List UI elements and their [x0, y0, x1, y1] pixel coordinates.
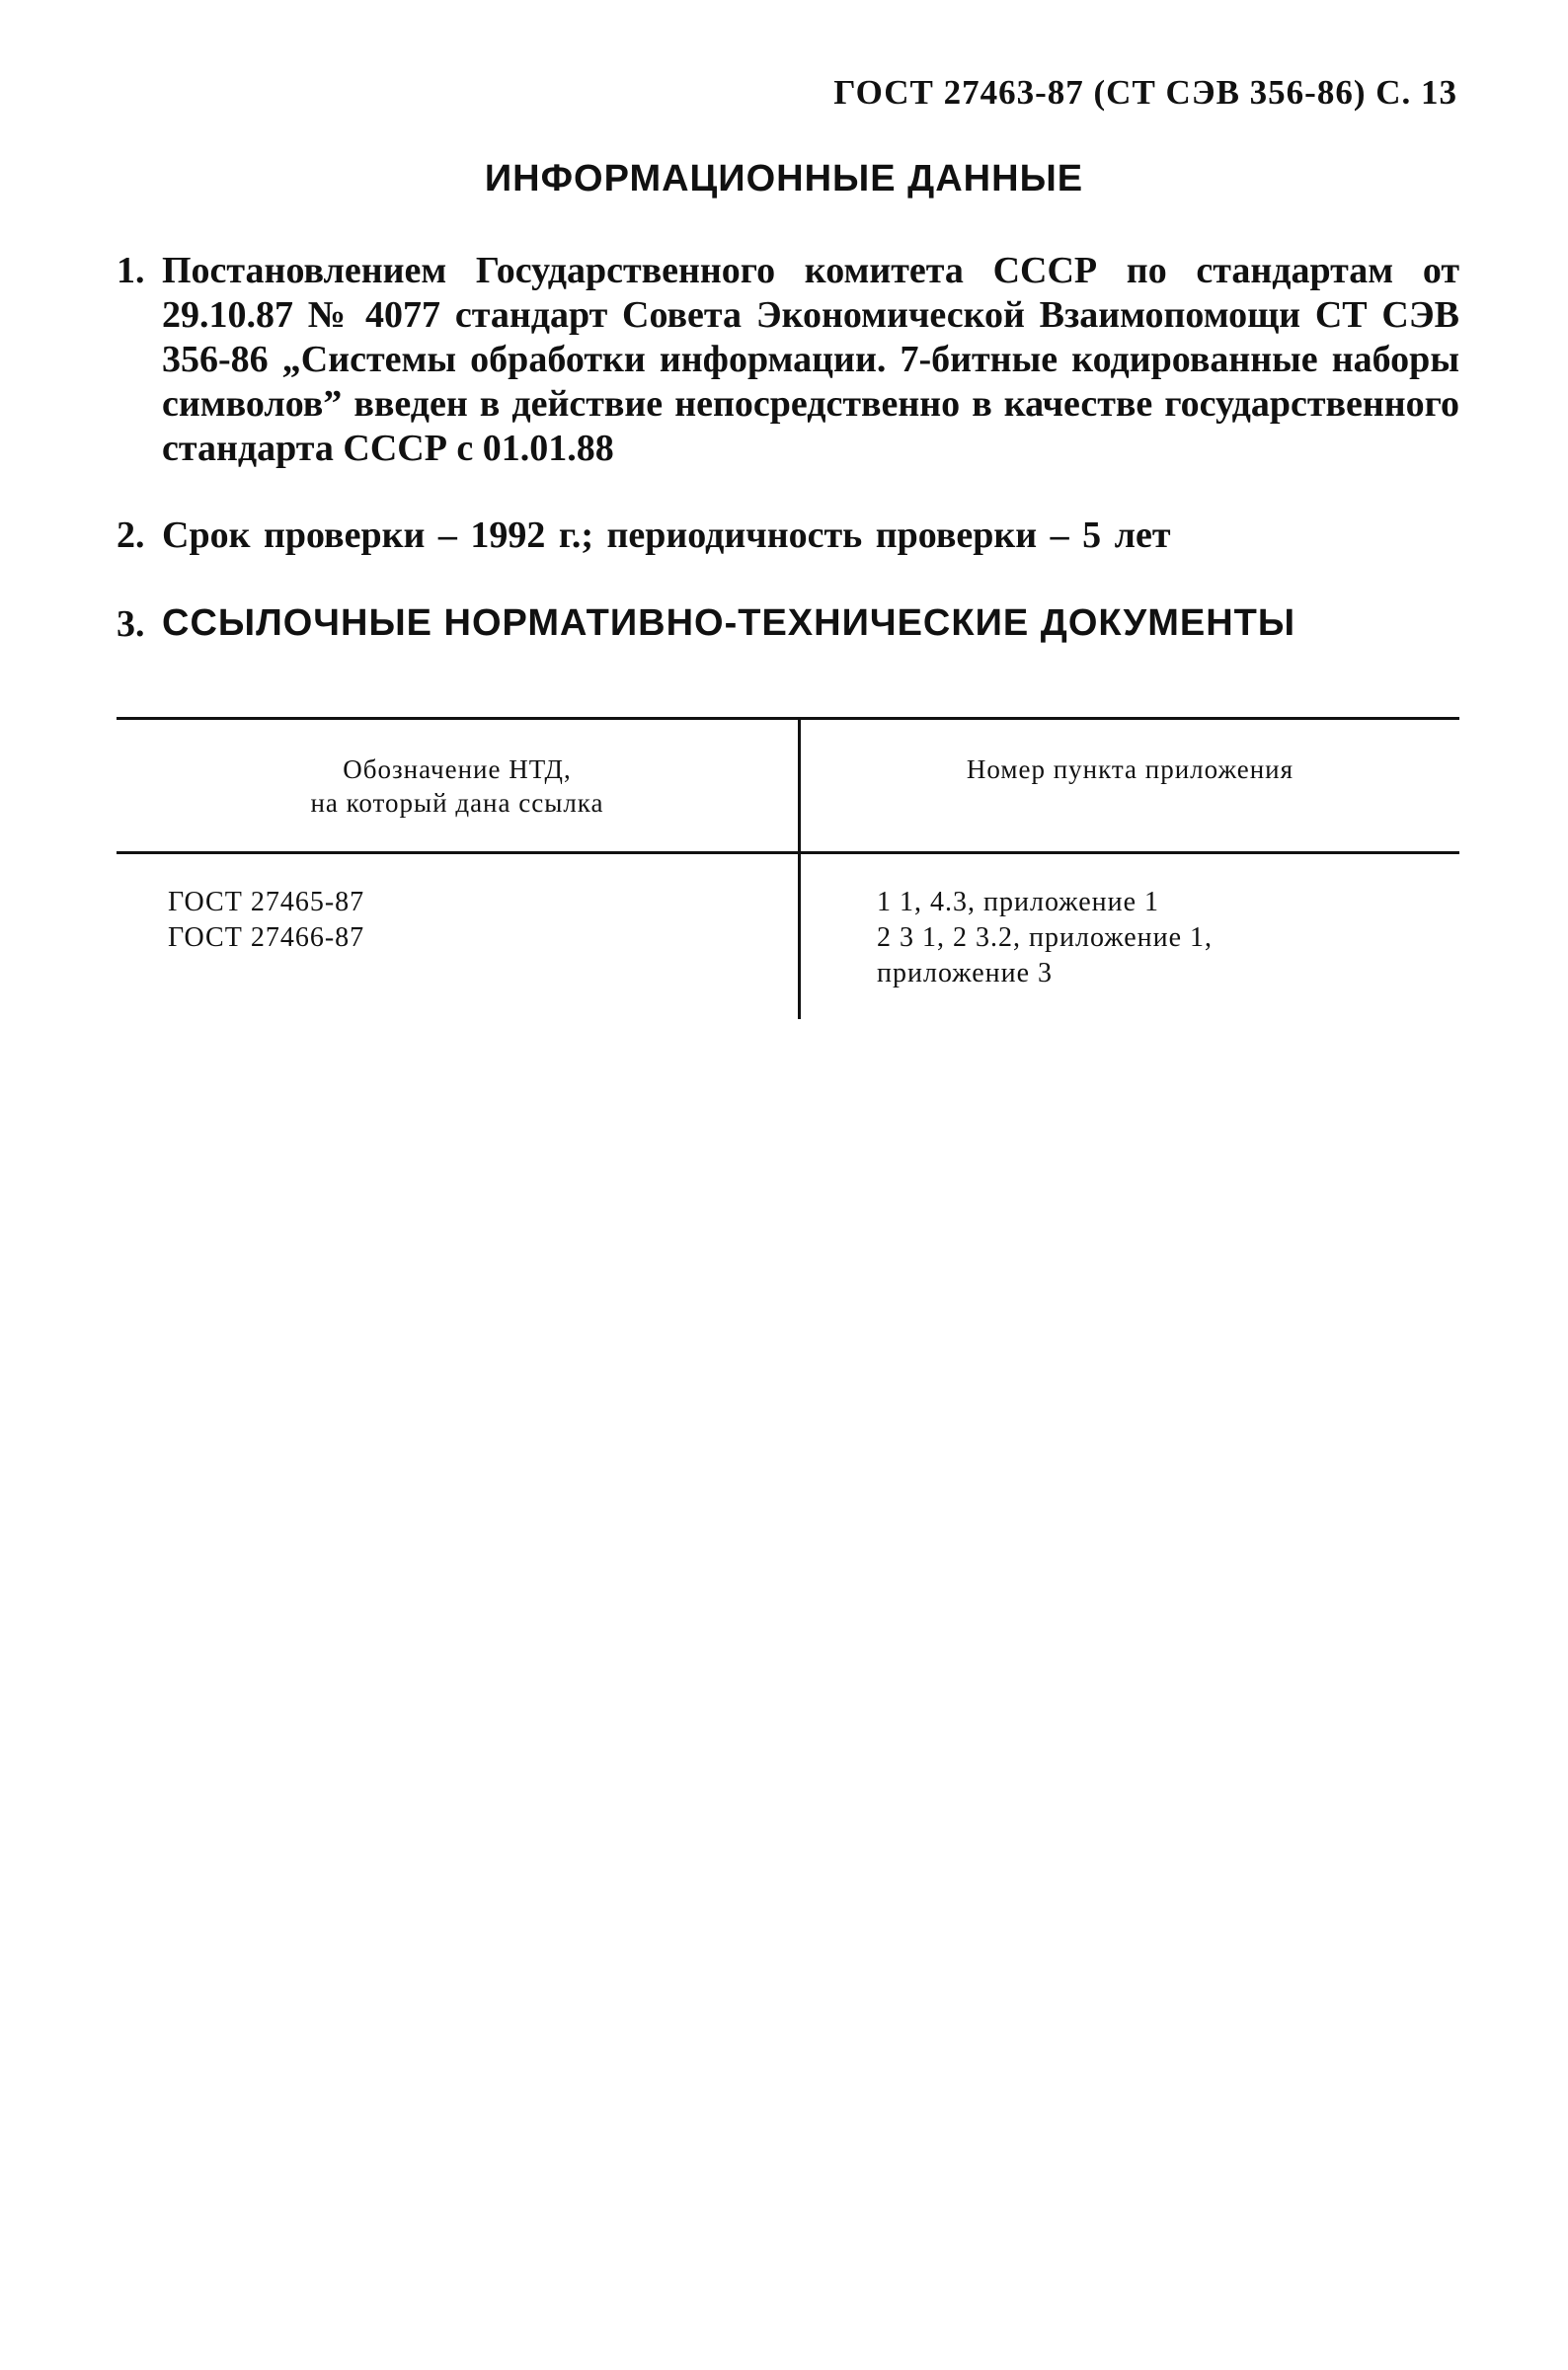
column-header-designation: [117, 752, 798, 820]
reference-table: [117, 717, 1459, 1019]
clause-number: 3.: [117, 603, 145, 645]
column-header-items: [801, 752, 1459, 786]
section-heading: ССЫЛОЧНЫЕ НОРМАТИВНО-ТЕХНИЧЕСКИЕ ДОКУМЕНТЫ: [162, 602, 1296, 644]
column-header-line: на который дана ссылка: [310, 788, 604, 818]
table-cell: приложение 3: [877, 958, 1054, 988]
page-title: ИНФОРМАЦИОННЫЕ ДАННЫЕ: [484, 158, 1084, 199]
clause-number: 2.: [117, 514, 145, 556]
table-cell: ГОСТ 27466-87: [168, 922, 365, 953]
table-header-rule: [117, 851, 1459, 854]
table-cell: 2 3 1, 2 3.2, приложение 1,: [877, 922, 1214, 953]
clause-3: [117, 602, 1459, 645]
clause-text: Постановлением Государственного комитета СССР по стандартам от 29.10.87 № 4077 стандарт Совета Экономической Взаимопомощи СТ СЭВ 356-86 „Системы обработки информации. 7-битные кодированные наборы символов” введен в действие непосредственно в качестве государственного стандарта СССР с 01.01.88: [162, 250, 1459, 469]
clause-2: [117, 514, 1459, 557]
column-header-line: Обозначение НТД,: [343, 754, 572, 784]
clause-text: Срок проверки – 1992 г.; периодичность проверки – 5 лет: [162, 514, 1171, 556]
table-cell: 1 1, 4.3, приложение 1: [877, 887, 1160, 917]
column-header-line: Номер пункта приложения: [966, 754, 1294, 784]
running-header: ГОСТ 27463-87 (СТ СЭВ 356-86) С. 13: [833, 73, 1457, 112]
table-column-designations: [168, 885, 760, 956]
clause-1: [117, 249, 1459, 471]
table-column-items: [877, 885, 1450, 991]
table-cell: ГОСТ 27465-87: [168, 887, 365, 917]
table-top-rule: [117, 717, 1459, 720]
clause-number: 1.: [117, 250, 145, 291]
